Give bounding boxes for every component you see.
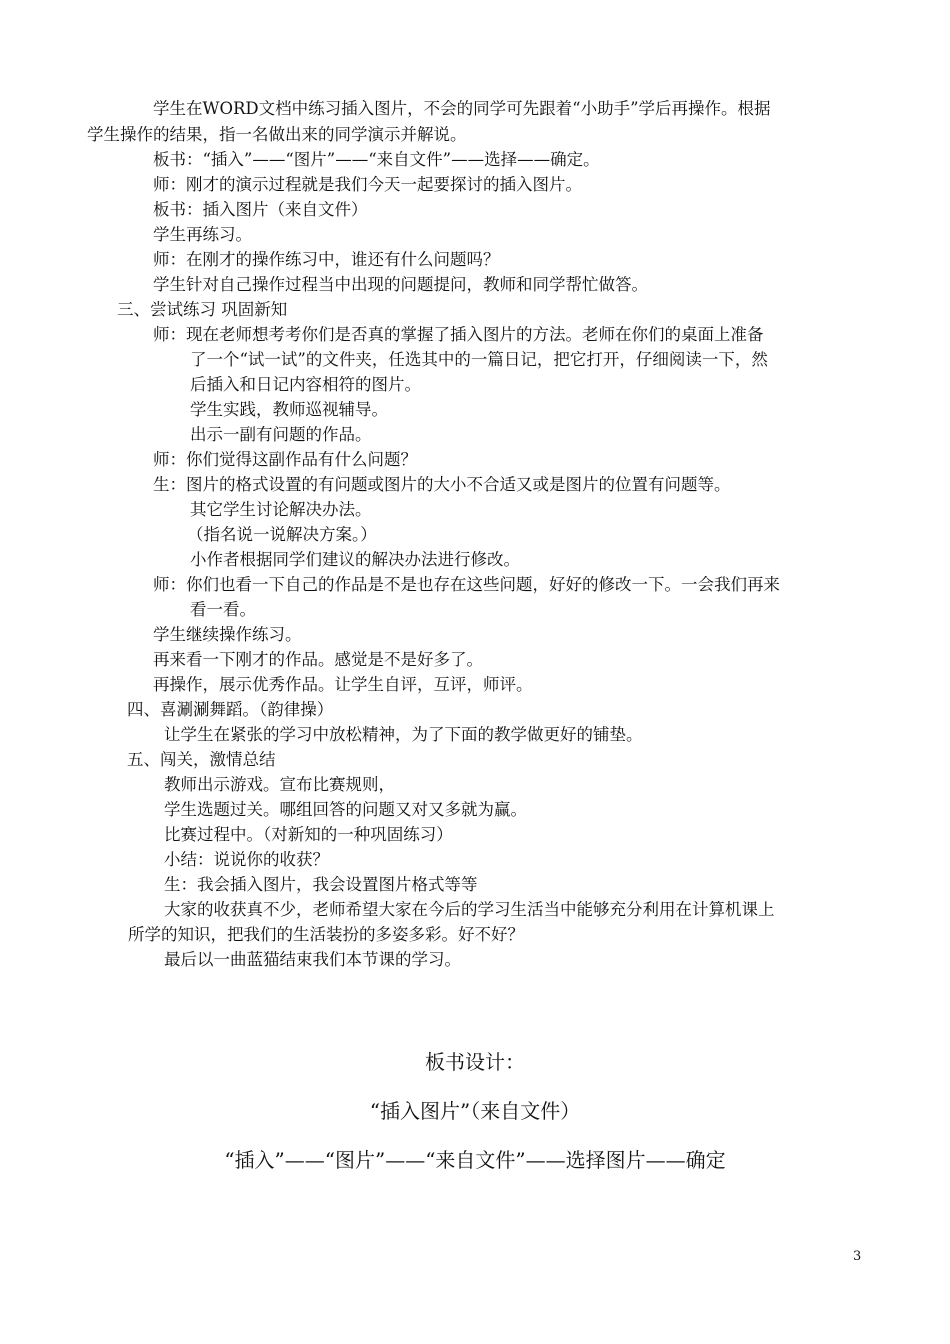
text-line: 学生选题过关。哪组回答的问题又对又多就为赢。 <box>164 800 527 819</box>
text-line: 板书：插入图片（来自文件） <box>153 200 368 219</box>
text-line: 学生实践，教师巡视辅导。 <box>190 400 388 419</box>
text-line: 师：你们觉得这副作品有什么问题？ <box>153 450 417 469</box>
text-line: 其它学生讨论解决办法。 <box>190 500 372 519</box>
text-line: 师：在刚才的操作练习中，谁还有什么问题吗？ <box>153 250 500 269</box>
section-heading: 四、喜涮涮舞蹈。（韵律操） <box>127 700 334 719</box>
text-line: 大家的收获真不少，老师希望大家在今后的学习生活当中能够充分利用在计算机课上 <box>164 900 775 919</box>
text-line: 小作者根据同学们建议的解决办法进行修改。 <box>190 550 520 569</box>
text-line: 生：图片的格式设置的有问题或图片的大小不合适又或是图片的位置有问题等。 <box>153 475 731 494</box>
text-line: 师：刚才的演示过程就是我们今天一起要探讨的插入图片。 <box>153 175 582 194</box>
text-line: （指名说一说解决方案。） <box>187 525 377 544</box>
text-line: 看一看。 <box>190 600 256 619</box>
text-line: 学生在WORD文档中练习插入图片，不会的同学可先跟着“小助手”学后再操作。根据 <box>153 99 771 118</box>
text-line: 所学的知识，把我们的生活装扮的多姿多彩。好不好？ <box>128 925 524 944</box>
text-line: 师：现在老师想考考你们是否真的掌握了插入图片的方法。老师在你们的桌面上准备 <box>153 325 764 344</box>
text-line: 生：我会插入图片，我会设置图片格式等等 <box>164 875 478 894</box>
text-line: 学生再练习。 <box>153 225 252 244</box>
text-line: 比赛过程中。（对新知的一种巩固练习） <box>164 825 453 844</box>
text-line: 学生针对自己操作过程当中出现的问题提问，教师和同学帮忙做答。 <box>153 275 648 294</box>
board-steps: “插入”——“图片”——“来自文件”——选择图片——确定 <box>224 1148 726 1172</box>
text-line: 最后以一曲蓝猫结束我们本节课的学习。 <box>164 950 461 969</box>
text-line: 再来看一下刚才的作品。感觉是不是好多了。 <box>153 650 483 669</box>
text-line: 板书：“插入”——“图片”——“来自文件”——选择——确定。 <box>153 150 600 169</box>
board-title: “插入图片”（来自文件） <box>369 1099 581 1123</box>
text-line: 学生操作的结果，指一名做出来的同学演示并解说。 <box>87 125 467 144</box>
text-line: 了一个“试一试”的文件夹，任选其中的一篇日记，把它打开，仔细阅读一下，然 <box>190 350 768 369</box>
text-line: 出示一副有问题的作品。 <box>190 425 372 444</box>
section-heading: 五、闯关，激情总结 <box>127 750 276 769</box>
text-line: 教师出示游戏。宣布比赛规则， <box>164 775 395 794</box>
text-line: 师：你们也看一下自己的作品是不是也存在这些问题，好好的修改一下。一会我们再来 <box>153 575 780 594</box>
text-line: 学生继续操作练习。 <box>153 625 302 644</box>
text-line: 后插入和日记内容相符的图片。 <box>190 375 421 394</box>
text-line: 让学生在紧张的学习中放松精神，为了下面的教学做更好的铺垫。 <box>164 725 643 744</box>
board-heading: 板书设计： <box>425 1050 525 1074</box>
text-line: 再操作，展示优秀作品。让学生自评，互评，师评。 <box>153 675 533 694</box>
page-number: 3 <box>853 1249 862 1264</box>
text-line: 小结：说说你的收获？ <box>164 850 329 869</box>
section-heading: 三、尝试练习 巩固新知 <box>117 300 288 319</box>
